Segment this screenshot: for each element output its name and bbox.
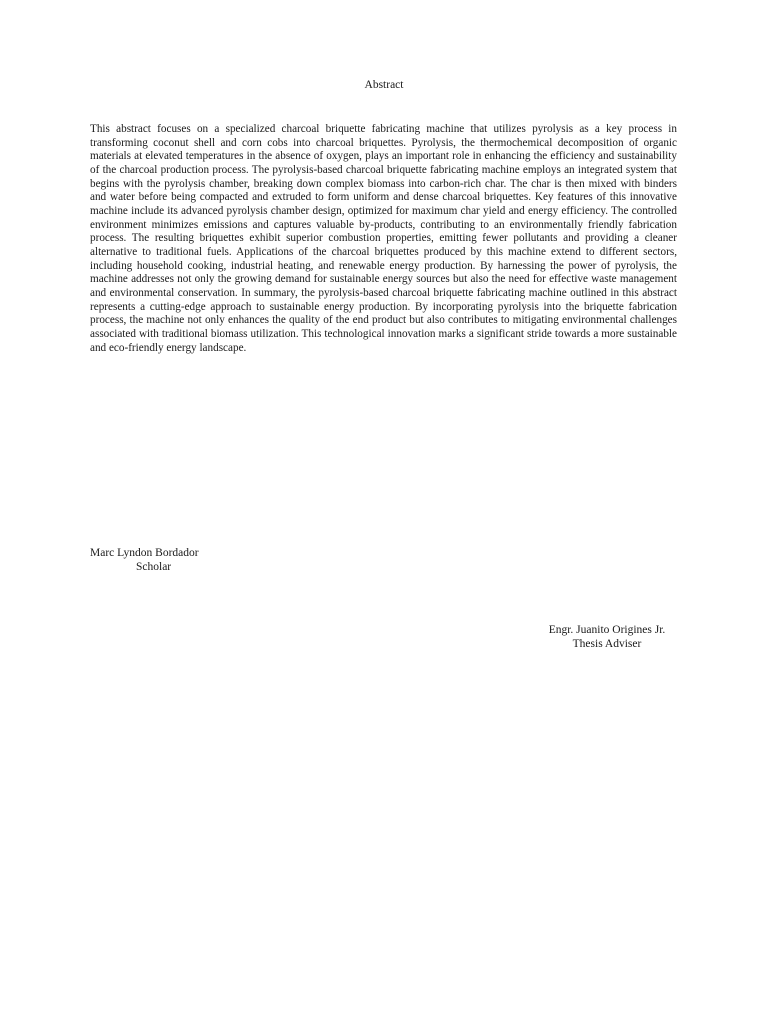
abstract-heading: Abstract [364, 79, 404, 91]
abstract-body-text: This abstract focuses on a specialized charcoal briquette fabricating machine that utilizes pyrolysis as a key process in transforming coconut shell and corn cobs into charcoal briquettes. Pyrolysis, the thermochemical decomposition of organic materials at elevated temperatures in the absence of oxygen, plays an important role in enhancing the efficiency and sustainability of the charcoal production process. The pyrolysis-based charcoal briquette fabricating machine employs an integrated system that begins with the pyrolysis chamber, breaking down complex biomass into carbon-rich char. The char is then mixed with binders and water before being compacted and extruded to form uniform and dense charcoal briquettes. Key features of this innovative machine include its advanced pyrolysis chamber design, optimized for maximum char yield and energy efficiency. The controlled environment minimizes emissions and captures valuable by-products, contributing to an environmentally friendly fabrication process. The resulting briquettes exhibit superior combustion properties, emitting fewer pollutants and providing a cleaner alternative to traditional fuels. Applications of the charcoal briquettes produced by this machine extend to different sectors, including household cooking, industrial heating, and renewable energy production. By harnessing the power of pyrolysis, the machine addresses not only the growing demand for sustainable energy sources but also the need for effective waste management and environmental conservation. In summary, the pyrolysis-based charcoal briquette fabricating machine outlined in this abstract represents a cutting-edge approach to sustainable energy production. By incorporating pyrolysis into the briquette fabrication process, the machine not only enhances the quality of the end product but also contributes to mitigating environmental challenges associated with traditional biomass utilization. This technological innovation marks a significant stride towards a more sustainable and eco-friendly energy landscape. [90, 123, 677, 354]
scholar-name: Marc Lyndon Bordador [90, 547, 199, 559]
scholar-signature-block [90, 547, 220, 574]
adviser-name: Engr. Juanito Origines Jr. [548, 624, 666, 636]
adviser-role: Thesis Adviser [572, 637, 642, 650]
scholar-role: Scholar [136, 560, 172, 573]
adviser-signature-block [538, 624, 676, 651]
